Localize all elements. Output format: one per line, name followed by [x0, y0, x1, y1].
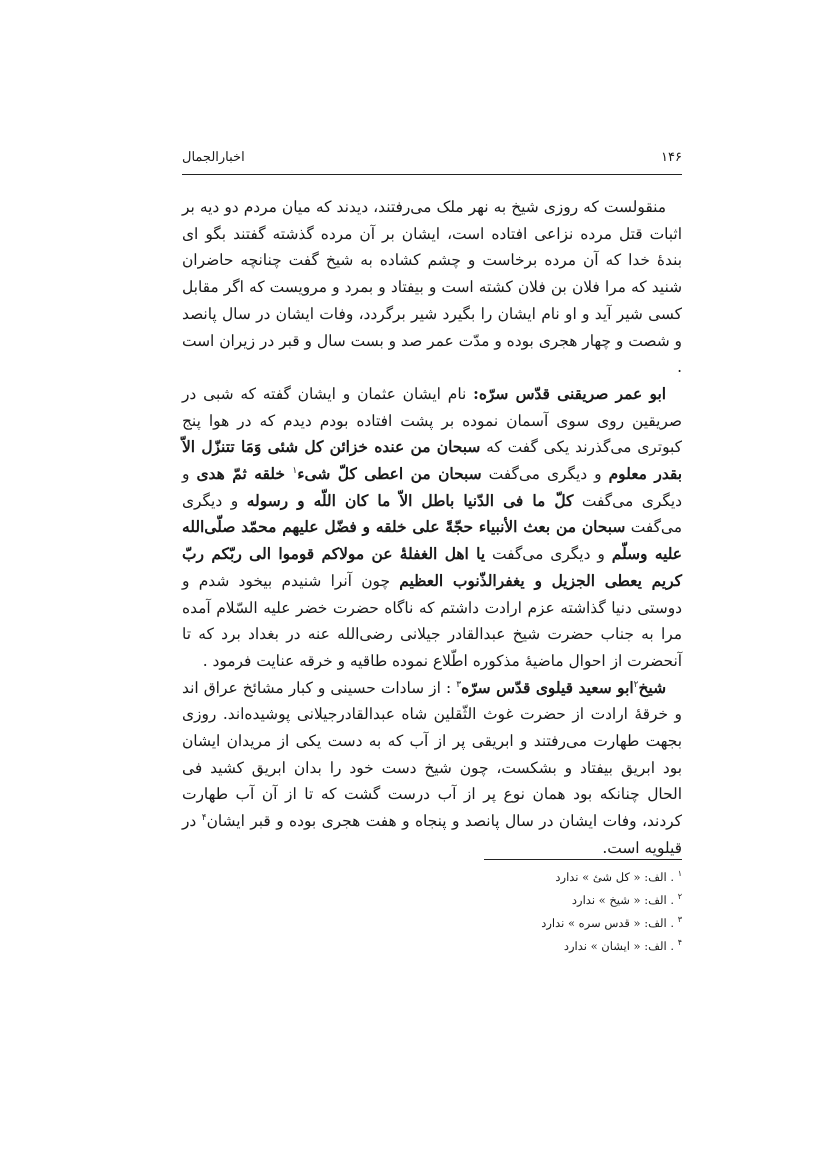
footnote-2	[382, 889, 682, 912]
footnote-rule	[484, 859, 682, 860]
footnote-text: . الف: « قدس سره » ندارد	[541, 916, 678, 930]
arabic-phrase-5: یا اهل الغفلةٔ عن مولاکم قوموا الی ربّکم ربّ کریم یعطی الجزیل و یغفرالذّنوب العظیم	[182, 545, 682, 590]
footnote-text: . الف: « شیخ » ندارد	[571, 893, 678, 907]
footnote-ref-1: ۱	[292, 465, 298, 476]
page-header	[182, 148, 682, 172]
paragraph-3-text-b: در قیلویه است.	[182, 812, 682, 857]
paragraph-2-text-a: نام ایشان عثمان و ایشان گفته که شبی در صریقین روی سوی آسمان نموده بر پشت افتاده بودم دیدم که در هوا پنج کبوتری می‌گذرند یکی گفت که	[182, 384, 682, 457]
paragraph-2-text-c: و دیگری می‌گفت	[182, 465, 682, 510]
entry-heading-abu-said: ابو سعید قیلوی قدّس سرّه	[461, 678, 634, 697]
footnote-text: . الف: « کل شئ » ندارد	[555, 870, 678, 884]
footnote-ref-4: ۴	[201, 813, 207, 824]
page-number: ۱۴۶	[661, 150, 682, 165]
header-rule	[182, 174, 682, 175]
footnote-1	[382, 866, 682, 889]
footnote-number: ۴	[677, 938, 682, 948]
footnote-number: ۱	[677, 869, 682, 879]
footnote-3	[382, 912, 682, 935]
entry-heading-sheikh: شیخ	[638, 678, 666, 697]
paragraph-2-text-e: و دیگری می‌گفت	[485, 545, 612, 564]
paragraph-3	[182, 675, 682, 862]
paragraph-2-text-b: و دیگری می‌گفت	[481, 465, 609, 484]
paragraph-1: منقولست که روزی شیخ به نهر ملک می‌رفتند، دیدند که میان مردم دو دیه بر اثبات قتل مرده نزاعی افتاده است، ایشان بر آن مرده گذشته گفتند بگو ای بندهٔ خدا که آن مرده برخاست و چشم کشاده به شیخ گفت چنانچه حاضران شنید که مرا فلان بن فلان کشته است و بیفتاد و بمرد و مرویست که اگر مقابل کسی شیر آید و او نام ایشان را بگیرد شیر برگردد، وفات ایشان در سال پانصد و شصت و چهار هجری بوده و مدّت عمر صد و بست سال و قبر در زیران است .	[182, 198, 682, 377]
arabic-phrase-2: سبحان من اعطی کلّ شیء	[297, 465, 482, 484]
arabic-phrase-1: سبحان من عنده خزائن کل شئی وَمَا تتنزّل الاّ بقدر معلوم	[182, 438, 682, 484]
footnote-ref-2: ۲	[633, 679, 639, 690]
arabic-phrase-2b: خلقه ثمّ هدی	[196, 465, 293, 484]
footnote-ref-3: ۳	[456, 679, 462, 690]
paragraph-2-text-d: و دیگری می‌گفت	[182, 491, 682, 537]
footnote-text: . الف: « ایشان » ندارد	[563, 939, 678, 953]
main-text	[182, 194, 682, 862]
arabic-phrase-4: سبحان من بعث الأنبیاء حجّةً علی خلقه و فضّل علیهم محمّد صلّی‌الله علیه وسلّم	[182, 518, 682, 564]
footnote-number: ۳	[677, 915, 682, 925]
running-title: اخبارالجمال	[182, 150, 245, 165]
paragraph-3-text-a: : از سادات حسینی و کبار مشائخ عراق اند و خرقهٔ ارادت از حضرت غوث الثّقلین شاه عبدالقادرجیلانی پوشیده‌اند. روزی بجهت طهارت می‌رفتند و ابریقی پر از آب که به دست یکی از مریدان ایشان بود ابریق بیفتاد و بشکست، چون شیخ دست خود را بدان ابریق کشید فی الحال چنانکه بود همان نوع پر از آب درست گشت که تا از آن آب طهارت کردند، وفات ایشان در سال پانصد و پنجاه و هفت هجری بوده و قبر ایشان	[182, 678, 682, 831]
entry-heading-abu-umar: ابو عمر صریقنی قدّس سرّه:	[473, 384, 667, 403]
arabic-phrase-3: کلّ ما فی الدّنیا باطل الاّ ما کان اللّه و رسوله	[246, 491, 574, 510]
paragraph-2	[182, 381, 682, 675]
footnotes	[382, 866, 682, 958]
paragraph-2-text-f: چون آنرا شنیدم بیخود شدم و دوستی دنیا گذاشته عزم ارادت داشتم که ناگاه حضرت خضر علیه السّلام آمده مرا به جناب حضرت شیخ عبدالقادر جیلانی رضی‌الله عنه در بغداد برد که تا آنحضرت از احوال ماضیهٔ مذکوره اطّلاع نموده طاقیه و خرقه عنایت فرمود .	[182, 571, 682, 670]
footnote-number: ۲	[677, 892, 682, 902]
footnote-4	[382, 935, 682, 958]
